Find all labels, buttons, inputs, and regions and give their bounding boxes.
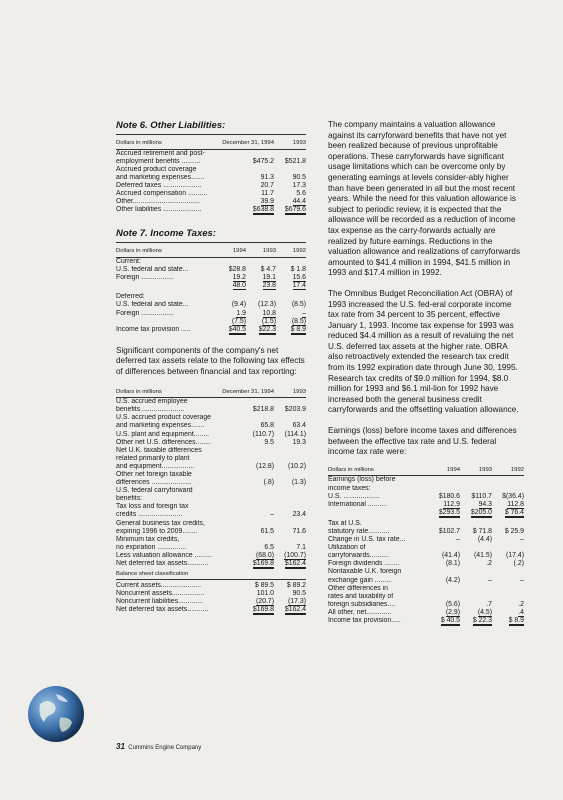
note6-table xyxy=(116,135,306,214)
table-row xyxy=(116,447,306,455)
row-label: Net deferred tax assets........... xyxy=(116,605,209,613)
row-label: U.S. federal and state... xyxy=(116,266,189,274)
row-value: .2 xyxy=(518,600,524,608)
table-row xyxy=(328,601,524,609)
row-value: 101.0 xyxy=(256,589,274,597)
row-value: 9.5 xyxy=(264,438,274,446)
header-year: 1994 xyxy=(428,462,460,476)
row-value: 7.1 xyxy=(296,543,306,551)
row-value: (8.5) xyxy=(291,301,306,309)
globe-icon xyxy=(26,684,86,744)
table-row xyxy=(116,257,306,266)
header-year: 1993 xyxy=(246,243,276,257)
note6-title: Note 6. Other Liabilities: xyxy=(116,120,306,135)
header-year: December 31, 1994 xyxy=(220,384,274,398)
row-label: and marketing expenses....... xyxy=(116,422,205,430)
table-row xyxy=(116,590,306,598)
row-value: (110.7) xyxy=(252,430,274,438)
row-value: (41.5) xyxy=(473,552,492,560)
row-label: expiring 1996 to 2009........ xyxy=(116,527,198,535)
row-value: .2 xyxy=(486,560,492,568)
table-row xyxy=(328,528,524,536)
row-value: .7 xyxy=(486,600,492,608)
row-value: .4 xyxy=(518,608,524,616)
row-label: Utilization of xyxy=(328,544,366,552)
row-value: $40.5 xyxy=(228,325,246,333)
row-label: Noncurrent liabilities............. xyxy=(116,597,203,605)
table-row xyxy=(116,479,306,487)
table-row xyxy=(328,593,524,601)
row-value: (8.5) xyxy=(291,317,306,325)
table-row xyxy=(116,149,306,158)
table-row xyxy=(116,606,306,614)
row-label: Minimum tax credits, xyxy=(116,535,180,543)
obra-paragraph: The Omnibus Budget Reconciliation Act (OBRA) of 1993 increased the U.S. fed-eral corporate income tax rate from 34 percent to 35 percent, effective January 1, 1993. Income tax expense for 1993 was reduced $4.4 million as a result of revaluing the net U.S. deferred tax assets at the higher rate. OBRA also retroactively extended the research tax credit from its 1992 expiration date through June 30, 1995. Research tax credits of $9.0 million for 1994, $8.0 million for 1993 and $6.1 mil-lion for 1992 have increased both the general business credit carryforwards and the offsetting valuation allowance. xyxy=(328,288,519,415)
header-year: 1993 xyxy=(460,462,492,476)
table-row xyxy=(116,190,306,198)
row-value: (17.4) xyxy=(505,552,524,560)
row-value: 5.6 xyxy=(296,190,306,198)
row-value: 71.6 xyxy=(292,527,306,535)
row-value: 61.5 xyxy=(260,527,274,535)
row-value: – xyxy=(302,309,306,317)
row-label: Income tax provision..... xyxy=(328,617,401,624)
row-value: (4.2) xyxy=(445,576,460,584)
table-row xyxy=(116,439,306,447)
row-value: (.2) xyxy=(513,560,524,568)
row-value: (4.5) xyxy=(477,608,492,616)
header-label: Dollars in millions xyxy=(116,135,220,149)
table-row xyxy=(116,544,306,552)
row-label: income taxes: xyxy=(328,484,371,492)
row-label: statutory rate........... xyxy=(328,527,390,535)
table-row xyxy=(328,476,524,485)
row-value: 48.0 xyxy=(232,282,246,290)
row-value: 17.4 xyxy=(292,282,306,290)
table-row xyxy=(116,182,306,190)
table-row xyxy=(116,552,306,560)
row-value: $ 25.9 xyxy=(504,527,524,535)
row-label: Other differences in xyxy=(328,584,389,592)
row-value: $162.4 xyxy=(284,560,306,568)
row-value: $110.7 xyxy=(471,492,492,500)
valuation-paragraph: The company maintains a valuation allowance against its carryforward benefits that have not yet been realized because of previous unprofitable operations. These carryforwards have significant usage limitations which can be overcome only by generating earnings at levels consider-ably higher than have been generated in all but the most recent years. While the need for this valuation allowance is subject to periodic review, it is expected that the allowance will be recorded as a reduction of income tax expense as the carry-forwards actually are realized by future earnings. Reductions in the valuation allowance and realizations of carryforwards amounted to $41.4 million in 1994, $41.5 million in 1993 and $17.4 million in 1992. xyxy=(328,120,521,278)
balance-sheet-table xyxy=(116,582,306,614)
table-row xyxy=(116,528,306,536)
row-label: and marketing expenses....... xyxy=(116,173,205,181)
row-label xyxy=(116,318,216,326)
row-value: $102.7 xyxy=(438,527,460,535)
row-value: $ 89.2 xyxy=(286,581,306,589)
table-row xyxy=(116,487,306,495)
header-year: 1992 xyxy=(492,462,524,476)
row-label: International .......... xyxy=(328,500,387,508)
table-row xyxy=(116,206,306,214)
row-value: $180.6 xyxy=(438,492,460,500)
row-value: – xyxy=(520,536,524,544)
table-row xyxy=(116,495,306,503)
table-row xyxy=(328,509,524,517)
row-label: benefits ...................... xyxy=(116,406,185,414)
row-value: $ 22.3 xyxy=(472,617,492,624)
row-value: (41.4) xyxy=(441,552,460,560)
table-row xyxy=(116,282,306,290)
row-label: and equipment................. xyxy=(116,462,195,470)
row-value: $293.5 xyxy=(438,508,460,516)
table-row xyxy=(328,536,524,544)
row-label: Tax at U.S. xyxy=(328,519,362,527)
table-row xyxy=(116,198,306,206)
row-label: Tax loss and foreign tax xyxy=(116,503,189,511)
row-value: (68.0) xyxy=(255,551,274,559)
row-value: 39.9 xyxy=(260,198,274,206)
header-year: 1992 xyxy=(276,243,306,257)
row-value: (10.2) xyxy=(287,462,306,470)
row-value: 44.4 xyxy=(292,198,306,206)
table-row xyxy=(116,414,306,422)
row-label: Change in U.S. tax rate... xyxy=(328,536,406,544)
table-row xyxy=(116,520,306,528)
row-label: U.S. federal carryforward xyxy=(116,487,193,495)
row-value: (12.8) xyxy=(255,462,274,470)
deferred-tax-table xyxy=(116,384,306,569)
table-row xyxy=(116,471,306,479)
balance-sheet-header: Balance sheet classification xyxy=(116,568,306,580)
row-value: (8.1) xyxy=(445,560,460,568)
row-value: 23.4 xyxy=(292,511,306,519)
row-label: Current assets..................... xyxy=(116,581,202,589)
row-label: differences ..................... xyxy=(116,479,192,487)
table-row xyxy=(328,501,524,509)
table-row xyxy=(116,266,306,274)
header-label: Dollars in millions xyxy=(116,243,216,257)
row-label: Other net foreign taxable xyxy=(116,471,192,478)
tax-rate-table xyxy=(328,462,524,625)
table-row xyxy=(116,560,306,568)
row-value: – xyxy=(270,511,274,519)
table-row xyxy=(116,463,306,471)
table-row xyxy=(328,493,524,501)
row-value: 112.8 xyxy=(507,500,524,508)
row-value: $169.8 xyxy=(252,560,274,568)
table-row xyxy=(328,568,524,576)
row-value: $28.8 xyxy=(228,266,246,274)
row-label: rates and taxability of xyxy=(328,592,394,600)
row-label: Other................................... xyxy=(116,198,200,206)
row-value: (12.3) xyxy=(257,301,276,309)
table-header-row xyxy=(328,462,524,476)
table-row xyxy=(328,609,524,617)
row-label: Foreign ................. xyxy=(116,309,174,317)
row-value: $162.4 xyxy=(284,605,306,613)
row-value: 1.9 xyxy=(236,309,246,317)
row-value: 10.8 xyxy=(262,309,276,317)
row-value: 19.2 xyxy=(232,274,246,282)
page-footer xyxy=(116,742,201,751)
row-value: $203.9 xyxy=(284,406,306,414)
row-label: Deferred taxes .................... xyxy=(116,181,202,189)
row-label: Noncurrent assets................. xyxy=(116,589,205,597)
note7-table xyxy=(116,243,306,333)
header-year: 1993 xyxy=(274,384,306,398)
right-column xyxy=(328,120,524,625)
row-value: 19.3 xyxy=(292,438,306,446)
row-label: Earnings (loss) before xyxy=(328,476,396,484)
table-row xyxy=(328,552,524,560)
header-year: December 31, 1994 xyxy=(220,135,274,149)
row-value: $679.6 xyxy=(284,206,306,214)
table-row xyxy=(116,511,306,519)
row-value: $521.8 xyxy=(284,157,306,165)
table-row xyxy=(116,398,306,407)
table-row xyxy=(116,301,306,309)
row-label: Income tax provision ..... xyxy=(116,325,191,333)
table-row xyxy=(116,310,306,318)
table-row xyxy=(116,422,306,430)
earnings-paragraph: Earnings (loss) before income taxes and differences between the effective tax rate and U.S. federal income tax rate were: xyxy=(328,426,517,457)
table-row xyxy=(116,431,306,439)
table-row xyxy=(116,536,306,544)
table-row xyxy=(116,318,306,326)
table-header-row xyxy=(116,384,306,398)
row-label: All other, net............. xyxy=(328,608,392,616)
company-name: Cummins Engine Company xyxy=(128,745,202,751)
row-value: $ 71.8 xyxy=(472,527,492,535)
row-value: 15.6 xyxy=(292,274,306,282)
table-row xyxy=(328,520,524,528)
header-label: Dollars in millions xyxy=(116,384,220,398)
header-year: 1994 xyxy=(216,243,246,257)
row-value: $(36.4) xyxy=(502,492,524,500)
row-label: U.S. accrued product coverage xyxy=(116,414,211,422)
row-value: $ 8.9 xyxy=(508,617,524,624)
row-value: $ 4.7 xyxy=(260,266,276,274)
row-value: 11.7 xyxy=(261,190,274,198)
row-label: related primarily to plant xyxy=(116,454,190,462)
table-row xyxy=(328,560,524,568)
row-value: 63.4 xyxy=(292,422,306,430)
row-label: credits ....................... xyxy=(116,511,183,519)
row-label: Accrued retirement and post- xyxy=(116,149,205,157)
table-row xyxy=(116,293,306,301)
table-row xyxy=(116,406,306,414)
row-value: $ 76.4 xyxy=(504,508,524,516)
page-number: 31 xyxy=(116,742,125,751)
row-value: 91.3 xyxy=(260,173,274,181)
row-value: 6.5 xyxy=(264,543,274,551)
row-label: Less valuation allowance ......... xyxy=(116,551,212,559)
row-value: 19.1 xyxy=(262,274,276,282)
table-header-row xyxy=(116,243,306,257)
row-value: (100.7) xyxy=(284,551,306,559)
table-row xyxy=(328,485,524,493)
table-row xyxy=(328,617,524,625)
row-value: 90.5 xyxy=(292,589,306,597)
table-row xyxy=(328,544,524,552)
table-header-row xyxy=(116,135,306,149)
row-value: $169.8 xyxy=(252,605,274,613)
left-column xyxy=(116,120,306,614)
row-value: $ 40.5 xyxy=(440,617,460,624)
row-value: 65.8 xyxy=(260,422,274,430)
row-label: U.S. ................... xyxy=(328,492,380,500)
row-label: employment benefits .......... xyxy=(116,157,201,165)
row-value: 23.8 xyxy=(262,282,276,290)
row-value: $22.3 xyxy=(258,325,276,333)
row-label: Nontaxable U.K. foreign xyxy=(328,568,402,576)
table-row xyxy=(116,326,306,334)
row-label: Other liabilities .................... xyxy=(116,206,202,214)
table-row xyxy=(116,166,306,174)
row-value: (1.3) xyxy=(291,479,306,487)
row-value: $ 89.5 xyxy=(254,581,274,589)
table-row xyxy=(116,503,306,511)
row-label: Current: xyxy=(116,257,141,265)
table-row xyxy=(116,174,306,182)
row-value: 20.7 xyxy=(260,181,274,189)
row-value: (4.4) xyxy=(477,536,492,544)
row-value: $638.8 xyxy=(252,206,274,214)
row-label: Net U.K. taxable differences xyxy=(116,446,202,454)
header-label: Dollars in millions xyxy=(328,462,428,476)
row-value: $ 8.9 xyxy=(290,325,306,333)
row-label: Deferred: xyxy=(116,293,145,301)
row-value: – xyxy=(456,536,460,544)
row-value: $218.8 xyxy=(252,406,274,414)
table-row xyxy=(328,577,524,585)
row-label: Foreign dividends ........ xyxy=(328,560,400,568)
row-value: (20.7) xyxy=(255,597,274,605)
row-label: benefits: xyxy=(116,495,143,503)
row-value: $205.0 xyxy=(470,508,492,516)
table-row xyxy=(116,158,306,166)
row-label: Net deferred tax assets........... xyxy=(116,560,209,568)
row-label: U.S. plant and equipment........ xyxy=(116,430,210,438)
row-value: $ 1.8 xyxy=(290,266,306,274)
header-year: 1993 xyxy=(274,135,306,149)
row-value: (9.4) xyxy=(231,301,246,309)
row-label: Other net U.S. differences........ xyxy=(116,438,211,446)
row-value: (.8) xyxy=(263,479,274,487)
row-value: (2.9) xyxy=(445,608,460,616)
table-row xyxy=(116,455,306,463)
row-label: Foreign ................. xyxy=(116,274,174,282)
row-label: no expiration ............... xyxy=(116,543,187,551)
row-value: (1.5) xyxy=(261,317,276,325)
row-value: 112.9 xyxy=(443,500,460,508)
components-paragraph: Significant components of the company's net deferred tax assets relate to the following tax effects of differences between financial and tax reporting: xyxy=(116,345,305,376)
row-label xyxy=(116,282,216,290)
row-value: (7.5) xyxy=(231,317,246,325)
row-label: General business tax credits, xyxy=(116,519,205,527)
row-label: Accrued compensation .......... xyxy=(116,190,208,198)
row-value: (114.1) xyxy=(284,430,306,438)
row-label: carryforwards.......... xyxy=(328,552,389,560)
row-label: exchange gain ......... xyxy=(328,576,392,584)
row-value: 17.3 xyxy=(292,181,306,189)
row-value: 94.3 xyxy=(478,500,492,508)
row-value: (17.3) xyxy=(287,597,306,605)
row-label: Accrued product coverage xyxy=(116,165,197,173)
table-row xyxy=(116,274,306,282)
row-value: (5.6) xyxy=(445,600,460,608)
row-value: $475.2 xyxy=(252,157,274,165)
table-row xyxy=(328,585,524,593)
table-row xyxy=(116,598,306,606)
row-label: U.S. accrued employee xyxy=(116,398,188,406)
note7-title: Note 7. Income Taxes: xyxy=(116,228,306,243)
table-row xyxy=(116,582,306,590)
row-value: – xyxy=(520,576,524,584)
row-label xyxy=(328,509,428,517)
row-label: U.S. federal and state... xyxy=(116,301,189,309)
row-value: – xyxy=(488,576,492,584)
row-value: 90.5 xyxy=(292,173,306,181)
row-label: foreign subsidiaries.... xyxy=(328,600,396,608)
